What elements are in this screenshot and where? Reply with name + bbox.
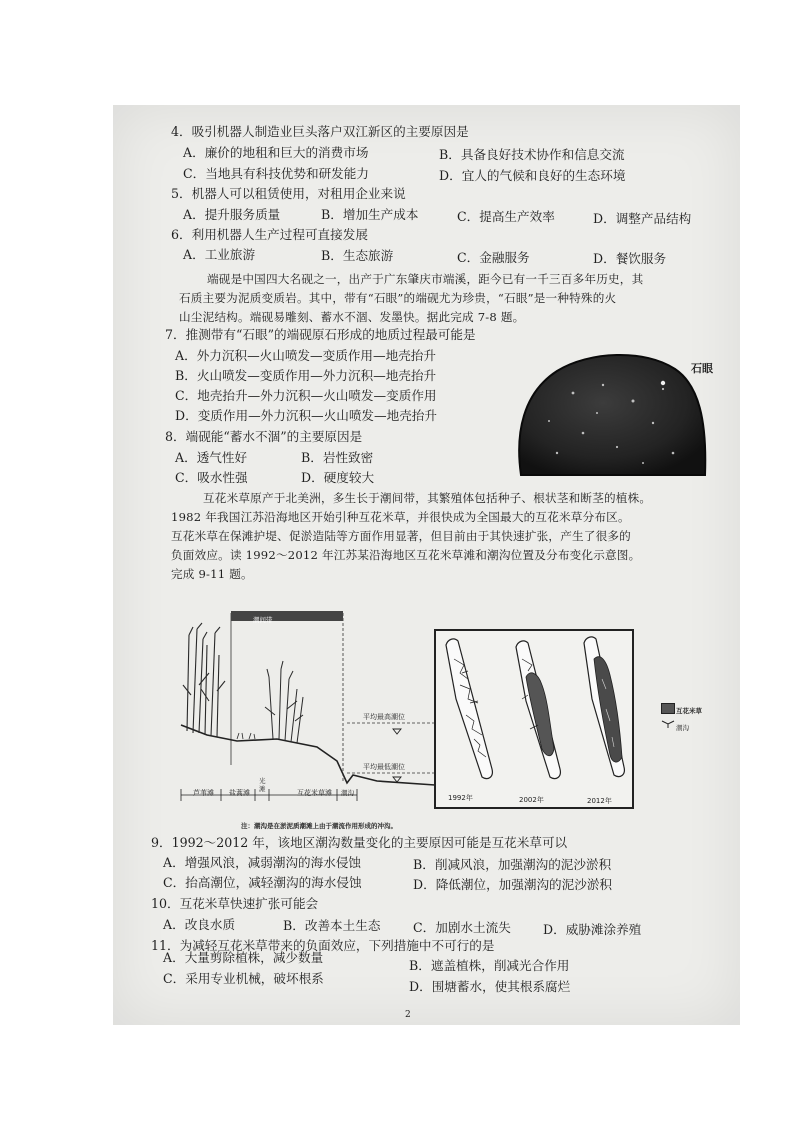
q11-stem: 11．为减轻互花米草带来的负面效应，下列措施中不可行的是 bbox=[151, 938, 495, 953]
q6-option-d: D．餐饮服务 bbox=[593, 251, 667, 266]
passage2-line3: 互花米草在保滩护堤、促淤造陆等方面作用显著，但目前由于其快速扩张，产生了很多的 bbox=[171, 529, 631, 543]
q4-option-d: D．宜人的气候和良好的生态环境 bbox=[439, 168, 626, 183]
passage2-line1: 互花米草原产于北美洲，多生长于潮间带，其繁殖体包括种子、根状茎和断茎的植株。 bbox=[203, 491, 652, 505]
q6-option-a: A．工业旅游 bbox=[183, 247, 256, 262]
q11-option-b: B．遮盖植株，削减光合作用 bbox=[409, 958, 570, 973]
q8-option-b: B．岩性致密 bbox=[301, 450, 374, 465]
zone-tidal-creek-label: 潮沟 bbox=[341, 789, 354, 797]
legend-spartina-swatch bbox=[661, 703, 675, 714]
q7-stem: 7．推测带有“石眼”的端砚原石形成的地质过程最可能是 bbox=[165, 327, 476, 342]
passage1-line1: 端砚是中国四大名砚之一，出产于广东肇庆市端溪，距今已有一千三百多年历史，其 bbox=[207, 272, 644, 286]
intertidal-bar bbox=[231, 611, 343, 621]
q9-option-b: B．削减风浪，加强潮沟的泥沙淤积 bbox=[413, 857, 612, 872]
page-number: 2 bbox=[405, 1010, 411, 1020]
passage2-line5: 完成 9-11 题。 bbox=[171, 567, 253, 581]
inkstone-illustration bbox=[513, 343, 713, 483]
q9-option-c: C．抬高潮位，减轻潮沟的海水侵蚀 bbox=[163, 875, 362, 890]
q4-option-a: A．廉价的地租和巨大的消费市场 bbox=[183, 145, 369, 160]
passage1-line2: 石质主要为泥质变质岩。其中，带有“石眼”的端砚尤为珍贵，“石眼”是一种特殊的火 bbox=[179, 291, 617, 305]
legend-channel-icon bbox=[661, 719, 675, 729]
legend-spartina-label: 互花米草 bbox=[676, 707, 702, 715]
q7-option-d: D．变质作用—外力沉积—火山喷发—地壳抬升 bbox=[175, 408, 437, 423]
q10-option-b: B．改善本土生态 bbox=[283, 918, 381, 933]
q10-stem: 10．互花米草快速扩张可能会 bbox=[151, 896, 319, 911]
zone-bare-flat-label: 光滩 bbox=[259, 777, 266, 793]
q11-option-a: A．大量剪除植株，减少数量 bbox=[163, 950, 324, 965]
q11-option-d: D．围塘蓄水，使其根系腐烂 bbox=[409, 979, 571, 994]
q8-option-d: D．硬度较大 bbox=[301, 470, 375, 485]
q4-stem: 4．吸引机器人制造业巨头落户双江新区的主要原因是 bbox=[171, 124, 469, 139]
q7-option-c: C．地壳抬升—外力沉积—火山喷发—变质作用 bbox=[175, 388, 437, 403]
map-year-2012: 2012年 bbox=[587, 797, 612, 805]
passage-duan-inkstone bbox=[179, 270, 724, 327]
q4-option-c: C．当地具有科技优势和研发能力 bbox=[183, 166, 369, 181]
distribution-map-diagram bbox=[434, 629, 634, 809]
q9-stem: 9．1992～2012 年，该地区潮沟数量变化的主要原因可能是互花米草可以 bbox=[151, 835, 568, 850]
map-year-1992: 1992年 bbox=[448, 794, 473, 802]
q11-option-c: C．采用专业机械，破坏根系 bbox=[163, 971, 324, 986]
passage-spartina bbox=[171, 489, 731, 584]
high-tide-label: 平均最高潮位 bbox=[363, 713, 405, 721]
q6-option-b: B．生态旅游 bbox=[321, 248, 394, 263]
q5-option-c: C．提高生产效率 bbox=[457, 209, 555, 224]
intertidal-label: 潮间带 bbox=[253, 616, 273, 624]
exam-page bbox=[113, 105, 740, 1025]
legend-channel-label: 潮沟 bbox=[676, 724, 689, 732]
stone-eye-label: 石眼 bbox=[691, 362, 713, 375]
q7-option-b: B．火山喷发—变质作用—外力沉积—地壳抬升 bbox=[175, 368, 437, 383]
q8-option-c: C．吸水性强 bbox=[175, 470, 248, 485]
zone-spartina-label: 互花米草滩 bbox=[297, 789, 332, 797]
q9-option-d: D．降低潮位，加强潮沟的泥沙淤积 bbox=[413, 877, 613, 892]
q4-option-b: B．具备良好技术协作和信息交流 bbox=[439, 147, 625, 162]
zone-seepweed-label: 盐蒿滩 bbox=[229, 789, 250, 797]
q10-option-d: D．威胁滩涂养殖 bbox=[543, 922, 642, 937]
passage2-line4: 负面效应。读 1992～2012 年江苏某沿海地区互花米草滩和潮沟位置及分布变化示意图。 bbox=[171, 548, 641, 562]
passage1-line3: 山尘泥结构。端砚易雕刻、蓄水不涸、发墨快。据此完成 7-8 题。 bbox=[179, 310, 525, 324]
q7-option-a: A．外力沉积—火山喷发—变质作用—地壳抬升 bbox=[175, 348, 436, 363]
stone-eye-marker bbox=[661, 381, 665, 385]
zone-reed-label: 芦苇滩 bbox=[193, 789, 214, 797]
q8-stem: 8．端砚能“蓄水不涸”的主要原因是 bbox=[165, 429, 363, 444]
q5-stem: 5．机器人可以租赁使用，对租用企业来说 bbox=[171, 186, 406, 201]
q6-option-c: C．金融服务 bbox=[457, 250, 530, 265]
low-tide-label: 平均最低潮位 bbox=[363, 763, 405, 771]
q8-option-a: A．透气性好 bbox=[175, 450, 248, 465]
q6-stem: 6．利用机器人生产过程可直接发展 bbox=[171, 227, 368, 242]
diagram-note: 注：潮沟是在淤泥质潮滩上由于潮流作用形成的冲沟。 bbox=[241, 822, 397, 830]
q5-option-b: B．增加生产成本 bbox=[321, 207, 419, 222]
q5-option-a: A．提升服务质量 bbox=[183, 207, 281, 222]
q10-option-c: C．加剧水土流失 bbox=[413, 920, 511, 935]
q9-option-a: A．增强风浪，减弱潮沟的海水侵蚀 bbox=[163, 855, 362, 870]
q10-option-a: A．改良水质 bbox=[163, 917, 236, 932]
passage2-line2: 1982 年我国江苏沿海地区开始引种互花米草，并很快成为全国最大的互花米草分布区。 bbox=[171, 510, 630, 524]
map-year-2002: 2002年 bbox=[519, 796, 544, 804]
q5-option-d: D．调整产品结构 bbox=[593, 211, 692, 226]
